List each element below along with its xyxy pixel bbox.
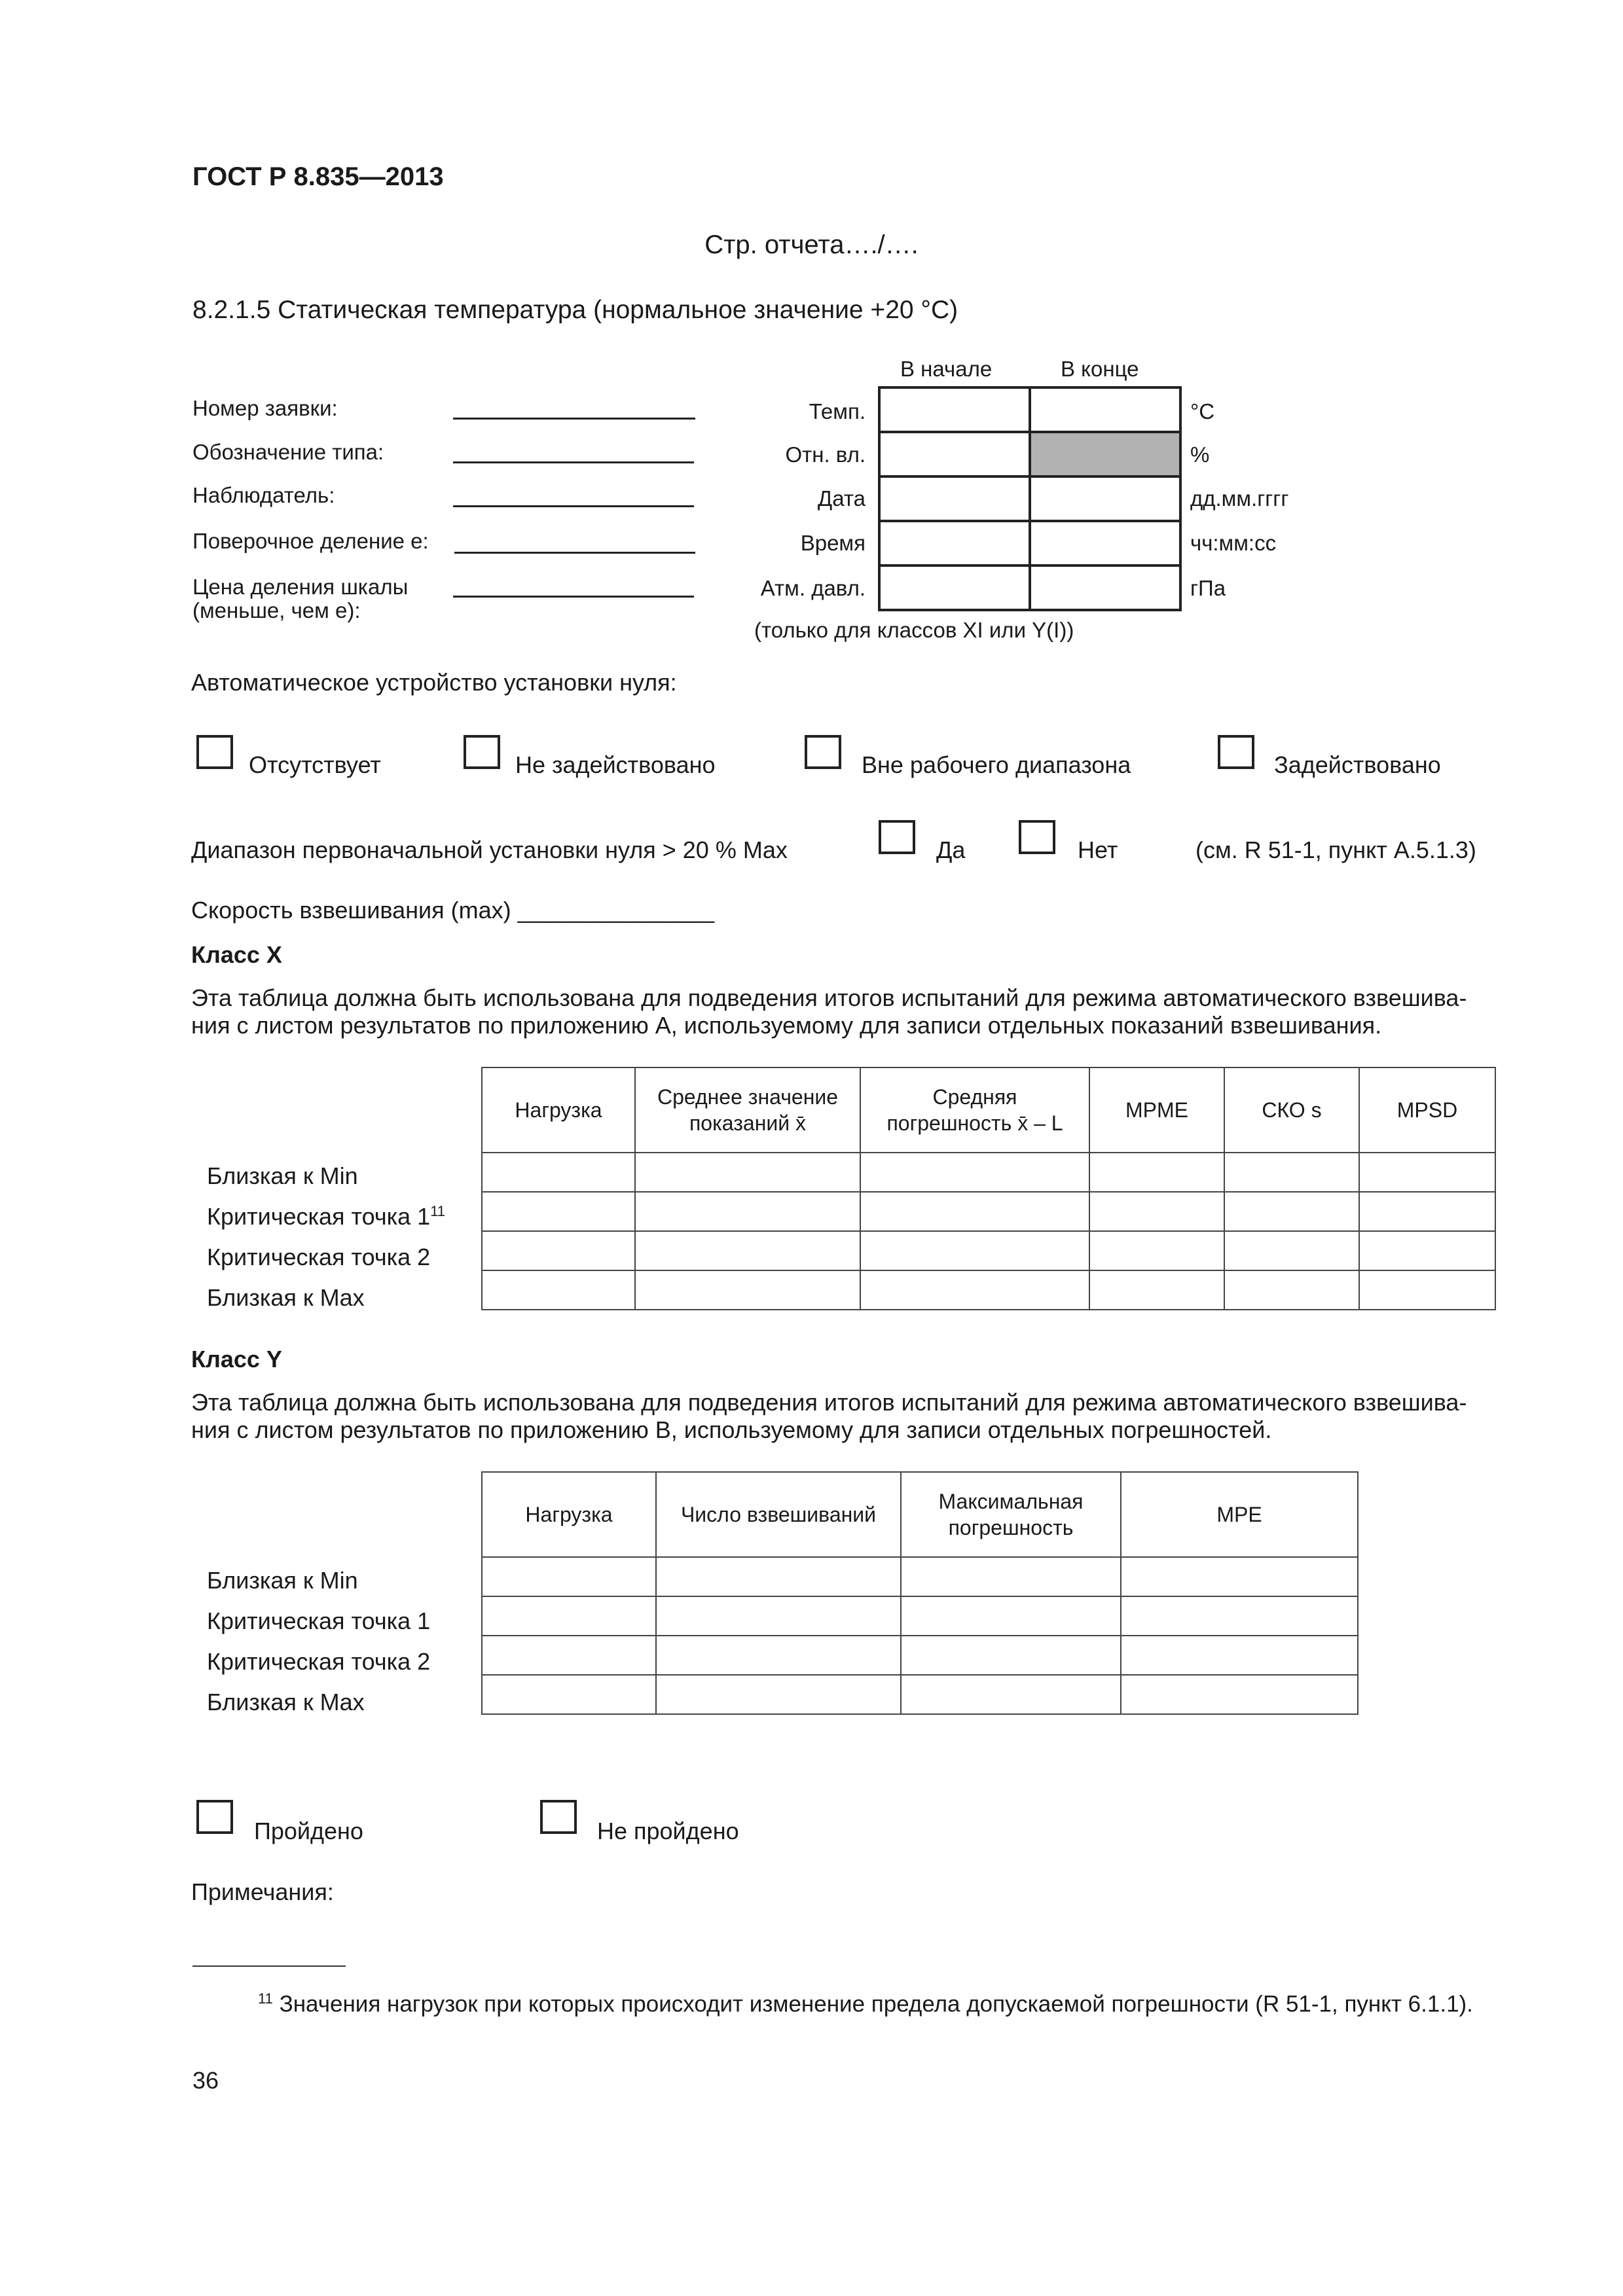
class-x-desc-line1: Эта таблица должна быть использована для подведения итогов испытаний для режима автоматического взвешива- (191, 984, 1467, 1011)
weighing-speed-field[interactable]: Скорость взвешивания (max) _______________ (191, 897, 714, 924)
zero-range-text: Диапазон первоначальной установки нуля > 20 % Max (191, 836, 788, 863)
env-row-date-label: Дата (817, 486, 866, 511)
zero-range-yes-label: Да (936, 836, 966, 863)
date-start-cell[interactable] (879, 476, 1030, 521)
field-label-scale-interval: Цена деления шкалы (192, 575, 409, 599)
class-x-row-label-max: Близкая к Max (207, 1284, 365, 1311)
class-x-title: Класс X (191, 941, 282, 968)
env-unit-temp: °С (1190, 399, 1215, 423)
table-row (482, 1596, 1358, 1636)
zero-out-of-range-label: Вне рабочего диапазона (862, 751, 1131, 778)
footnote-text: Значения нагрузок при которых происходит изменение предела допускаемой погрешности (R 51-1, пункт 6.1.1). (279, 1991, 1473, 2017)
env-unit-time: чч:мм:сс (1190, 531, 1277, 555)
temp-end-cell[interactable] (1030, 387, 1180, 432)
zero-range-no-checkbox[interactable] (1019, 820, 1055, 854)
field-label-type-designation: Обозначение типа: (192, 440, 384, 464)
footnote-reference: 11 (430, 1203, 446, 1219)
class-y-title: Класс Y (191, 1346, 282, 1372)
class-y-desc-line2: ния с листом результатов по приложению В, используемому для записи отдельных погрешностей. (191, 1416, 1272, 1443)
zero-engaged-checkbox[interactable] (1218, 735, 1254, 769)
class-x-row-label-min: Близкая к Min (207, 1162, 358, 1189)
zero-range-reference: (см. R 51-1, пункт А.5.1.3) (1195, 836, 1476, 863)
footnote (192, 1983, 1495, 2020)
class-x-desc-line2: ния с листом результатов по приложению А, используемому для записи отдельных показаний взвешивания. (191, 1012, 1382, 1039)
class-x-header-mean: Среднее значение показаний x̄ (635, 1067, 860, 1153)
field-label-observer: Наблюдатель: (192, 483, 335, 507)
time-end-cell[interactable] (1030, 521, 1180, 565)
table-row (482, 1153, 1495, 1192)
type-designation-field[interactable] (453, 461, 694, 463)
class-y-header-mpe: MPE (1121, 1472, 1358, 1557)
section-title: 8.2.1.5 Статическая температура (нормальное значение +20 °С) (192, 296, 958, 324)
class-y-row-label-critical-1: Критическая точка 1 (207, 1607, 431, 1634)
failed-checkbox[interactable] (540, 1800, 577, 1834)
env-col-start: В начале (900, 357, 993, 381)
page-number: 36 (192, 2067, 219, 2094)
humidity-end-cell (1030, 432, 1180, 476)
temp-start-cell[interactable] (879, 387, 1030, 432)
env-row-pressure-label: Атм. давл. (760, 576, 866, 600)
zero-absent-checkbox[interactable] (196, 735, 233, 769)
table-row (482, 1557, 1358, 1596)
env-note: (только для классов XI или Y(I)) (754, 618, 1074, 642)
request-number-field[interactable] (453, 418, 695, 420)
env-unit-date: дд.мм.гггг (1190, 486, 1289, 511)
zero-engaged-label: Задействовано (1274, 751, 1441, 778)
class-x-header-sko: СКО s (1224, 1067, 1359, 1153)
document-header: ГОСТ Р 8.835—2013 (192, 162, 444, 191)
class-y-header-max-error: Максимальная погрешность (901, 1472, 1121, 1557)
footnote-mark: 11 (258, 1990, 273, 2007)
pressure-start-cell[interactable] (879, 565, 1030, 610)
failed-label: Не пройдено (597, 1818, 739, 1844)
passed-label: Пройдено (254, 1818, 363, 1844)
notes-label: Примечания: (191, 1878, 334, 1905)
time-start-cell[interactable] (879, 521, 1030, 565)
table-row (482, 1270, 1495, 1310)
class-y-row-label-min: Близкая к Min (207, 1567, 358, 1594)
observer-field[interactable] (453, 505, 694, 507)
table-row (482, 1192, 1495, 1231)
table-row (482, 1675, 1358, 1714)
humidity-start-cell[interactable] (879, 432, 1030, 476)
class-x-row-label-critical-1: Критическая точка $1^{11}$ (207, 1203, 446, 1230)
date-end-cell[interactable] (1030, 476, 1180, 521)
zero-out-of-range-checkbox[interactable] (805, 735, 841, 769)
class-y-row-label-critical-2: Критическая точка 2 (207, 1648, 431, 1675)
class-x-header-mpme: MPME (1089, 1067, 1224, 1153)
class-y-header-count: Число взвешиваний (656, 1472, 901, 1557)
environment-table (878, 386, 1182, 611)
class-x-row-label-critical-2: Критическая точка 2 (207, 1244, 431, 1270)
footnote-divider (192, 1965, 346, 1967)
zero-absent-label: Отсутствует (249, 751, 381, 778)
field-label-request-number: Номер заявки: (192, 396, 338, 420)
table-row (482, 1231, 1495, 1270)
class-y-table (481, 1471, 1359, 1715)
pressure-end-cell[interactable] (1030, 565, 1180, 610)
env-col-end: В конце (1061, 357, 1139, 381)
zero-not-engaged-label: Не задействовано (515, 751, 716, 778)
env-unit-pressure: гПа (1190, 576, 1226, 600)
env-row-humidity-label: Отн. вл. (785, 442, 866, 467)
field-label-verification-interval: Поверочное деление e: (192, 529, 429, 553)
env-unit-humidity: % (1190, 442, 1210, 467)
table-row (482, 1636, 1358, 1675)
passed-checkbox[interactable] (196, 1800, 233, 1834)
zero-not-engaged-checkbox[interactable] (464, 735, 500, 769)
class-x-header-load: Нагрузка (482, 1067, 635, 1153)
verification-interval-field[interactable] (454, 552, 695, 554)
field-label-scale-interval-note: (меньше, чем e): (192, 598, 361, 622)
zero-range-yes-checkbox[interactable] (879, 820, 915, 854)
env-row-time-label: Время (800, 531, 866, 555)
class-x-header-mpsd: MPSD (1359, 1067, 1495, 1153)
class-x-header-mean-error: Средняя погрешность x̄ – L (860, 1067, 1089, 1153)
report-page-indicator: Стр. отчета…./…. (704, 230, 919, 259)
zero-range-no-label: Нет (1078, 836, 1118, 863)
scale-interval-field[interactable] (453, 596, 694, 598)
class-y-header-load: Нагрузка (482, 1472, 656, 1557)
env-row-temp-label: Темп. (809, 399, 866, 423)
class-x-table (481, 1067, 1496, 1310)
class-y-row-label-max: Близкая к Max (207, 1689, 365, 1715)
class-y-desc-line1: Эта таблица должна быть использована для подведения итогов испытаний для режима автоматического взвешива- (191, 1389, 1467, 1416)
zero-device-title: Автоматическое устройство установки нуля: (191, 669, 677, 696)
